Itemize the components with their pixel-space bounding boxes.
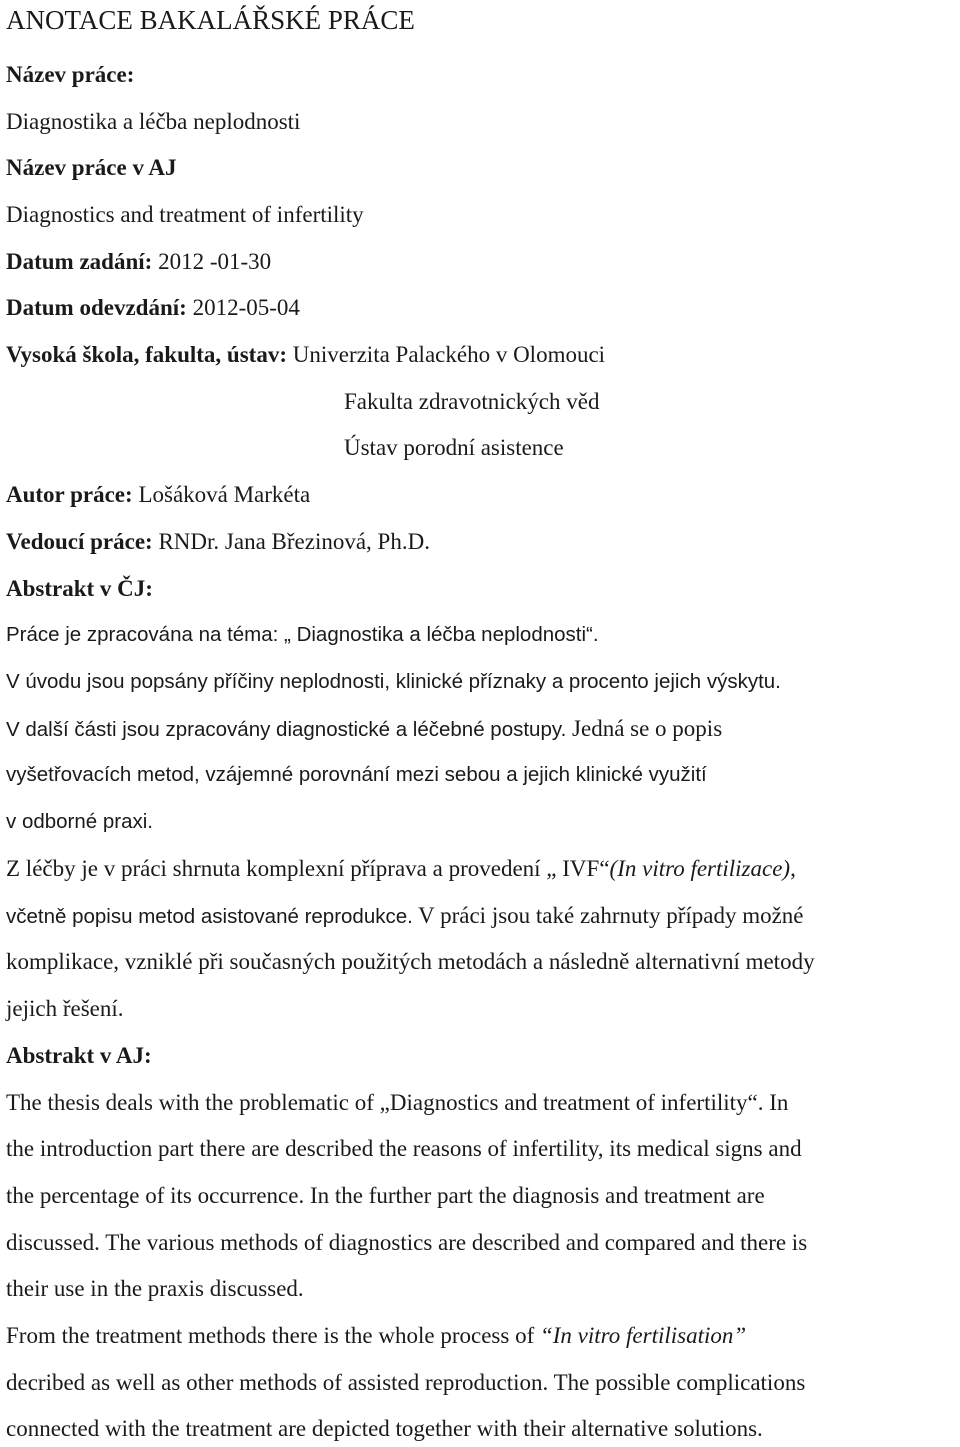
abstract-cz-line (6, 854, 796, 884)
date-assigned-value: 2012 -01-30 (152, 249, 272, 274)
date-submitted-label: Datum odevzdání: (6, 295, 187, 320)
author-label: Autor práce: (6, 482, 133, 507)
abstract-cz-text: V práci jsou také zahrnuty případy možné (412, 903, 804, 928)
institution-row (6, 340, 605, 370)
abstract-cz-line: v odborné praxi. (6, 810, 154, 833)
date-submitted-row (6, 293, 300, 323)
abstract-en-line: the percentage of its occurrence. In the further part the diagnosis and treatment are (6, 1183, 765, 1208)
faculty-name: Fakulta zdravotnických věd (344, 389, 600, 414)
title-en-label: Název práce v AJ (6, 155, 177, 180)
department-name: Ústav porodní asistence (344, 435, 564, 460)
abstract-en-line: connected with the treatment are depicted together with their alternative solutions. (6, 1416, 763, 1441)
date-submitted-value: 2012-05-04 (186, 295, 300, 320)
author-value: Lošáková Markéta (132, 482, 311, 507)
author-row (6, 480, 310, 510)
abstract-cz-line: vyšetřovacích metod, vzájemné porovnání mezi sebou a jejich klinické využití (6, 763, 707, 786)
abstract-en-text: From the treatment methods there is the whole process of (6, 1323, 540, 1348)
abstract-en-line: The thesis deals with the problematic of „Diagnostics and treatment of infertility“. In (6, 1090, 789, 1115)
document-heading: ANOTACE BAKALÁŘSKÉ PRÁCE (6, 5, 415, 35)
abstract-en-italic-text: “In vitro fertilisation” (539, 1323, 747, 1348)
date-assigned-row (6, 247, 271, 277)
abstract-cz-line: jejich řešení. (6, 996, 124, 1021)
abstract-cz-text: V další části jsou zpracovány diagnostické a léčebné postupy. (6, 718, 567, 741)
abstract-cz-line: komplikace, vzniklé při současných použitých metodách a následně alternativní metody (6, 949, 815, 974)
abstract-cz-line: Práce je zpracována na téma: „ Diagnostika a léčba neplodnosti“. (6, 623, 599, 646)
title-cz-value: Diagnostika a léčba neplodnosti (6, 109, 301, 134)
title-cz-label: Název práce: (6, 62, 135, 87)
abstract-cz-line (6, 901, 804, 932)
abstract-cz-label: Abstrakt v ČJ: (6, 576, 153, 601)
abstract-en-line: the introduction part there are described the reasons of infertility, its medical signs and (6, 1136, 802, 1161)
supervisor-row (6, 527, 430, 557)
abstract-en-line (6, 1321, 746, 1351)
university-name: Univerzita Palackého v Olomouci (286, 342, 606, 367)
title-en-value: Diagnostics and treatment of infertility (6, 202, 364, 227)
date-assigned-label: Datum zadání: (6, 249, 153, 274)
supervisor-label: Vedoucí práce: (6, 529, 153, 554)
abstract-en-line: their use in the praxis discussed. (6, 1276, 304, 1301)
abstract-en-line: decribed as well as other methods of assisted reproduction. The possible complications (6, 1370, 806, 1395)
abstract-cz-text: , (790, 856, 796, 881)
abstract-en-line: discussed. The various methods of diagnostics are described and compared and there is (6, 1230, 808, 1255)
abstract-cz-text: Jedná se o popis (566, 716, 723, 741)
abstract-cz-line: V úvodu jsou popsány příčiny neplodnosti, klinické příznaky a procento jejich výskytu. (6, 670, 781, 693)
institution-label: Vysoká škola, fakulta, ústav: (6, 342, 287, 367)
abstract-cz-text: Z léčby je v práci shrnuta komplexní příprava a provedení „ IVF“ (6, 856, 610, 881)
abstract-cz-italic-text: (In vitro fertilizace) (609, 856, 791, 881)
abstract-cz-text: včetně popisu metod asistované reprodukce. (6, 905, 413, 928)
abstract-en-label: Abstrakt v AJ: (6, 1043, 152, 1068)
supervisor-value: RNDr. Jana Březinová, Ph.D. (152, 529, 430, 554)
abstract-cz-line (6, 714, 722, 745)
